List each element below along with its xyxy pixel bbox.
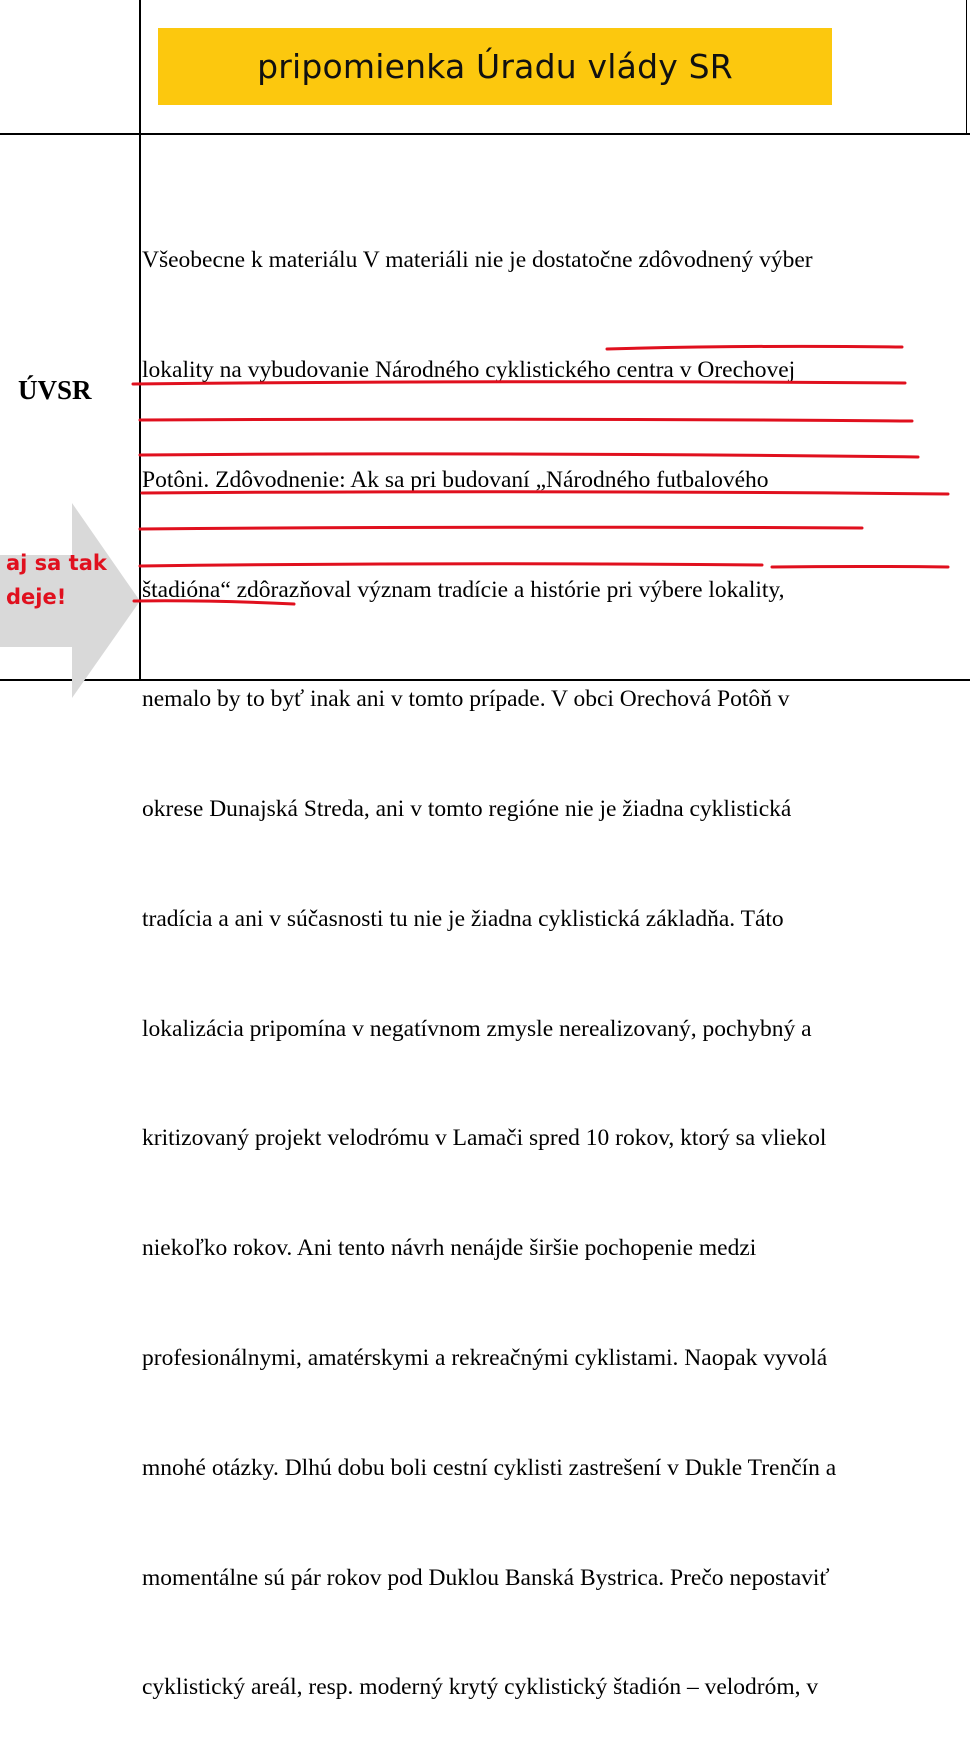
text-line: lokalizácia pripomína v negatívnom zmysle nerealizovaný, pochybný a	[142, 1015, 812, 1042]
text-line: Potôni. Zdôvodnenie: Ak sa pri budovaní „Národného futbalového	[142, 466, 769, 493]
text-line: momentálne sú pár rokov pod Duklou Banská Bystrica. Prečo nepostaviť	[142, 1564, 830, 1591]
text-line: tradícia a ani v súčasnosti tu nie je žiadna cyklistická základňa. Táto	[142, 905, 784, 932]
banner-title: pripomienka Úradu vlády SR	[257, 47, 733, 86]
text-line: profesionálnymi, amatérskymi a rekreačnými cyklistami. Naopak vyvolá	[142, 1345, 828, 1371]
text-line: niekoľko rokov. Ani tento návrh nenájde širšie pochopenie medzi	[142, 1235, 757, 1262]
text-line: cyklistický areál, resp. moderný krytý cyklistický štadión – velodróm, v	[142, 1674, 819, 1701]
annotation-line: deje!	[6, 585, 67, 609]
text-line: štadióna“ zdôrazňoval význam tradície a histórie pri výbere lokality,	[142, 576, 785, 603]
comment-text	[142, 169, 972, 1743]
text-line: kritizovaný projekt velodrómu v Lamači spred 10 rokov, ktorý sa vliekol	[142, 1125, 827, 1152]
text-line: okrese Dunajská Streda, ani v tomto regióne nie je žiadna cyklistická	[142, 796, 792, 823]
text-line: Všeobecne k materiálu V materiáli nie je dostatočne zdôvodnený výber	[142, 247, 813, 274]
text-line: mnohé otázky. Dlhú dobu boli cestní cyklisti zastrešení v Dukle Trenčín a	[142, 1454, 837, 1481]
text-line: nemalo by to byť inak ani v tomto prípade. V obci Orechová Potôň v	[142, 686, 790, 713]
row-label: ÚVSR	[18, 375, 92, 405]
text-line: lokality na vybudovanie Národného cyklistického centra v Orechovej	[142, 356, 796, 383]
annotation-line: aj sa tak	[6, 551, 107, 575]
annotation-note	[6, 546, 107, 614]
